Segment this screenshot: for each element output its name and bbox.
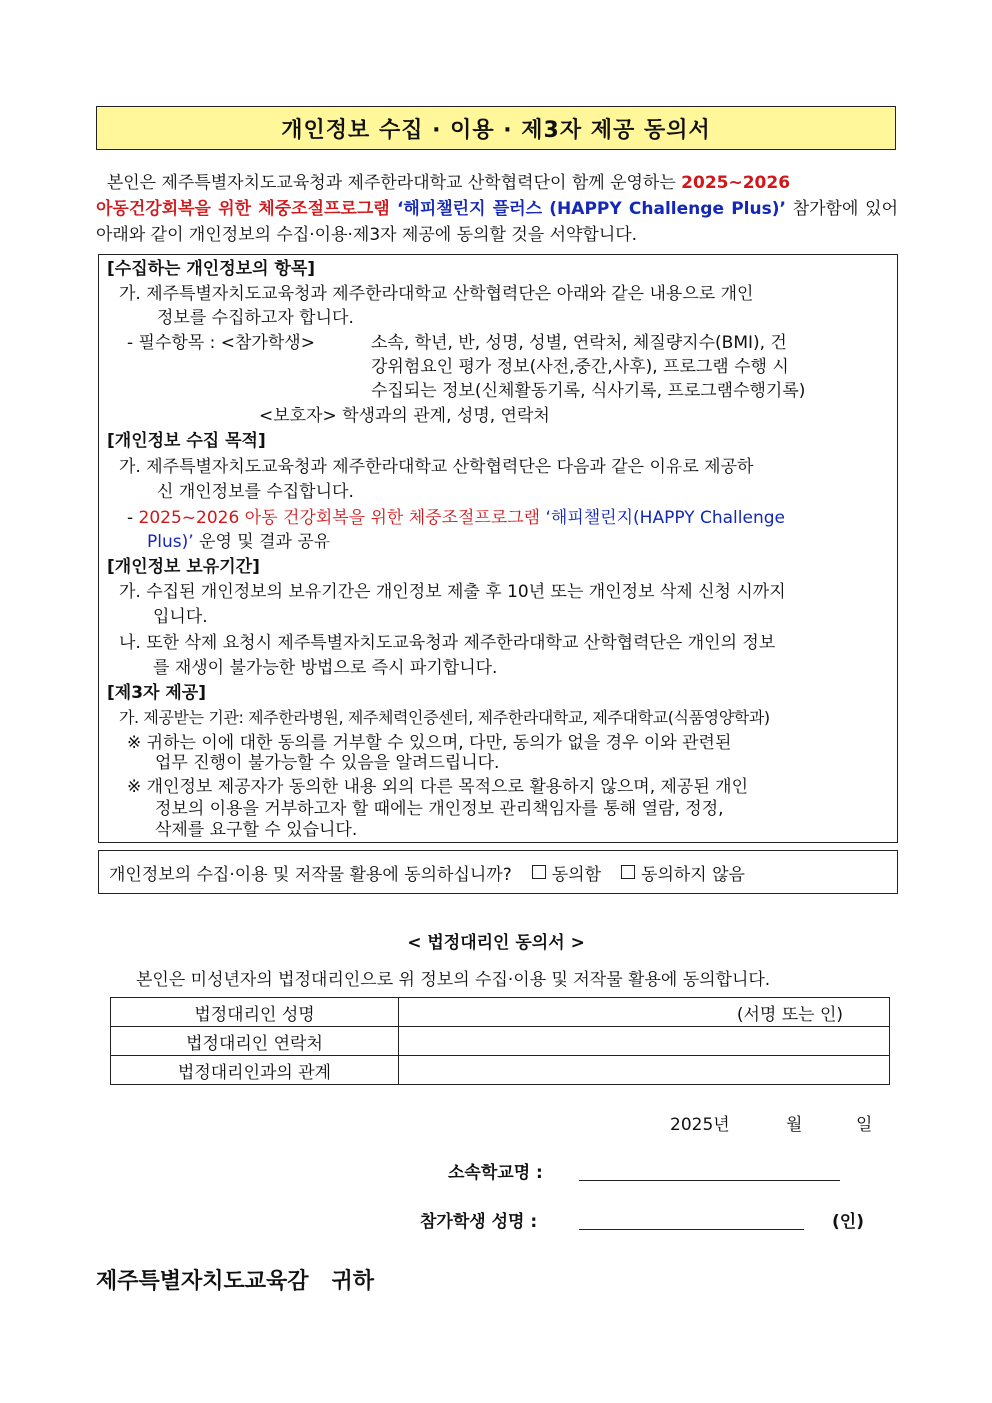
- purpose-program-title: ‘해피챌린지(HAPPY Challenge: [540, 508, 785, 528]
- section-text: 정보를 수집하고자 합니다.: [157, 308, 354, 328]
- guardian-contact-label: 법정대리인 연락처: [111, 1027, 399, 1056]
- purpose-program-title-end: Plus)’: [147, 532, 194, 552]
- guardian-relation-field[interactable]: [399, 1056, 890, 1085]
- table-row: [111, 1056, 890, 1085]
- disagree-label: 동의하지 않음: [641, 864, 745, 885]
- seal-mark: (인): [832, 1212, 864, 1232]
- notice-text: ※ 귀하는 이에 대한 동의를 거부할 수 있으며, 다만, 동의가 없을 경우 이와 관련된: [127, 733, 732, 753]
- section-text: 가. 제주특별자치도교육청과 제주한라대학교 산학협력단은 다음과 같은 이유로 제공하: [119, 457, 754, 477]
- guardian-contact-field[interactable]: [399, 1027, 890, 1056]
- guardian-table: [110, 997, 890, 1085]
- notice-text: ※ 개인정보 제공자가 동의한 내용 외의 다른 목적으로 활용하지 않으며, 제공된 개인: [127, 777, 749, 797]
- guardian-consent-title: < 법정대리인 동의서 >: [407, 933, 585, 953]
- guardian-name-field[interactable]: (서명 또는 인): [399, 998, 890, 1027]
- document-title-box: [96, 106, 896, 150]
- section-heading: [개인정보 수집 목적]: [107, 431, 266, 451]
- school-name-label: 소속학교명 :: [448, 1163, 543, 1183]
- disagree-checkbox[interactable]: [621, 865, 635, 879]
- student-name-label: 참가학생 성명 :: [420, 1212, 538, 1232]
- agree-checkbox[interactable]: [532, 865, 546, 879]
- consent-question: 개인정보의 수집·이용 및 저작물 활용에 동의하십니까?: [109, 864, 512, 885]
- consent-question-box: [98, 850, 898, 894]
- section-heading: [개인정보 보유기간]: [107, 557, 260, 577]
- notice-text: 업무 진행이 불가능할 수 있음을 알려드립니다.: [155, 753, 500, 773]
- intro-text-1: 본인은 제주특별자치도교육청과 제주한라대학교 산학협력단이 함께 운영하는: [106, 173, 682, 193]
- dash: -: [127, 508, 134, 528]
- section-text: 신 개인정보를 수집합니다.: [157, 482, 354, 502]
- privacy-details-box: [98, 254, 898, 843]
- purpose-program: 2025~2026 아동 건강회복을 위한 체중조절프로그램: [138, 508, 541, 528]
- document-title: 개인정보 수집 · 이용 · 제3자 제공 동의서: [281, 117, 711, 143]
- section-heading: [제3자 제공]: [107, 683, 206, 703]
- intro-program-name: 아동건강회복을 위한 체중조절프로그램: [96, 199, 390, 219]
- date-month: 월: [786, 1115, 803, 1135]
- intro-year: 2025~2026: [681, 173, 791, 193]
- notice-text: 삭제를 요구할 수 있습니다.: [155, 820, 358, 840]
- table-row: [111, 998, 890, 1027]
- section-text: 가. 수집된 개인정보의 보유기간은 개인정보 제출 후 10년 또는 개인정보 삭제 신청 시까지: [119, 582, 786, 602]
- guardian-consent-text: 본인은 미성년자의 법정대리인으로 위 정보의 수집·이용 및 저작물 활용에 동의합니다.: [136, 970, 771, 990]
- section-text: 강위험요인 평가 정보(사전,중간,사후), 프로그램 수행 시: [371, 357, 789, 377]
- agree-label: 동의함: [551, 864, 602, 885]
- section-text: 나. 또한 삭제 요청시 제주특별자치도교육청과 제주한라대학교 산학협력단은 개인의 정보: [119, 633, 776, 653]
- table-row: [111, 1027, 890, 1056]
- purpose-line-2: [147, 530, 330, 554]
- date-year: 2025년: [670, 1115, 730, 1135]
- section-text: 가. 제주특별자치도교육청과 제주한라대학교 산학협력단은 아래와 같은 내용으로 개인: [119, 284, 754, 304]
- addressee: [96, 1264, 374, 1295]
- section-heading: [수집하는 개인정보의 항목]: [107, 259, 316, 279]
- section-text: 를 재생이 불가능한 방법으로 즉시 파기합니다.: [153, 658, 498, 678]
- required-items-label: - 필수항목 : <참가학생>: [127, 333, 315, 353]
- section-text: 수집되는 정보(신체활동기록, 식사기록, 프로그램수행기록): [371, 381, 806, 401]
- notice-text: 정보의 이용을 거부하고자 할 때에는 개인정보 관리책임자를 통해 열람, 정정,: [155, 799, 724, 819]
- guardian-relation-label: 법정대리인과의 관계: [111, 1056, 399, 1085]
- intro-paragraph: [96, 170, 898, 248]
- section-text: 소속, 학년, 반, 성명, 성별, 연락처, 체질량지수(BMI), 건: [371, 333, 787, 353]
- purpose-line: [127, 506, 785, 530]
- guardian-items: <보호자> 학생과의 관계, 성명, 연락처: [259, 406, 550, 426]
- date-day: 일: [856, 1115, 873, 1135]
- guardian-name-label: 법정대리인 성명: [111, 998, 399, 1027]
- student-name-field[interactable]: [579, 1209, 804, 1230]
- section-text: 입니다.: [153, 607, 208, 627]
- school-name-field[interactable]: [579, 1160, 840, 1181]
- section-text: 가. 제공받는 기관: 제주한라병원, 제주체력인증센터, 제주한라대학교, 제주대학교(식품영양학과): [119, 708, 770, 727]
- intro-program-title: ‘해피챌린지 플러스 (HAPPY Challenge Plus)’: [389, 199, 786, 219]
- intro-text-2: 참가함에 있어 아래와 같이 개인정보의 수집·이용·제3자 제공에 동의할 것을 서약합니다.: [96, 199, 898, 245]
- purpose-text: 운영 및 결과 공유: [193, 532, 331, 552]
- addressee-text: 제주특별자치도교육감 귀하: [96, 1269, 375, 1294]
